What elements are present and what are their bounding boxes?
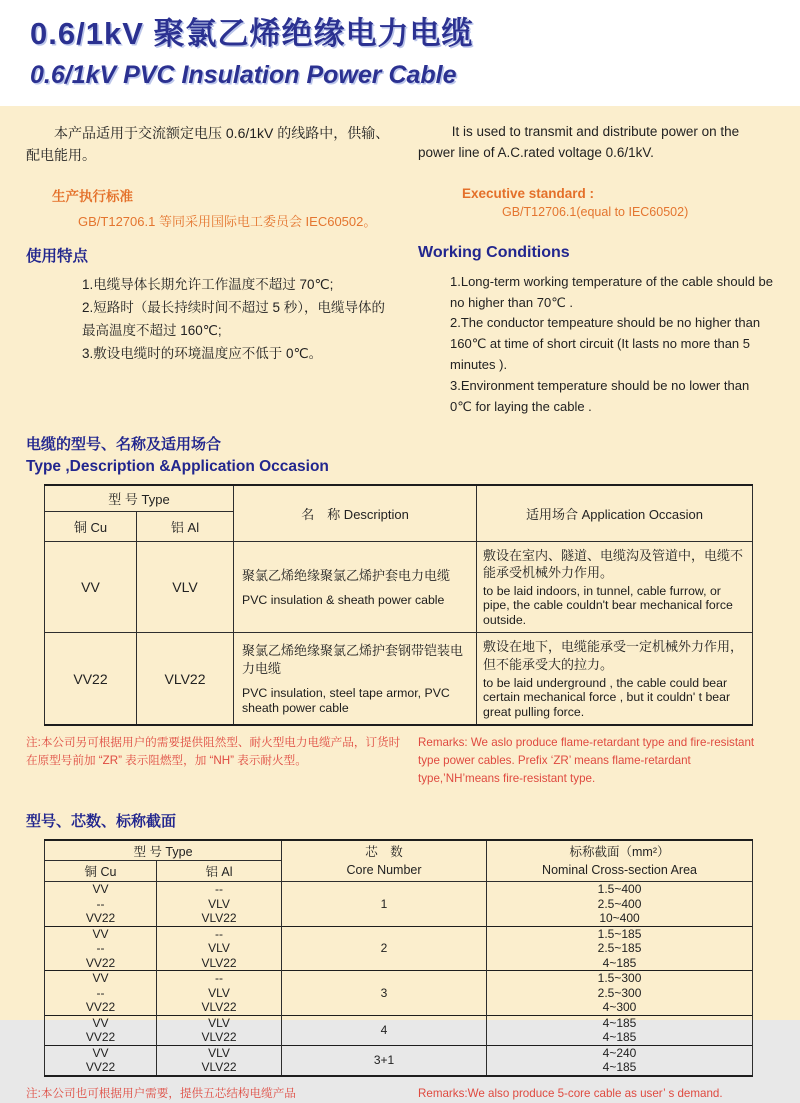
section-range: 4~300 — [487, 1000, 753, 1015]
remark-zh: 注:本公司也可根据用户需要，提供五芯结构电缆产品 — [26, 1086, 296, 1100]
page-title-zh: 0.6/1kV 聚氯乙烯绝缘电力电缆 — [30, 16, 474, 51]
spec-row — [45, 1045, 753, 1060]
remark-zh: 注:本公司另可根据用户的需要提供阻然型、耐火型电力电缆产品，订货时在原型号前加 “ZR” 表示阻燃型，加 “NH” 表示耐火型。 — [26, 736, 401, 768]
description-zh: 聚氯乙烯绝缘聚氯乙烯护套钢带铠装电力电缆 — [242, 643, 464, 676]
al-type: VLV — [157, 1015, 282, 1030]
description-cell — [234, 633, 477, 725]
type-section-heading-en: Type ,Description &Application Occasion — [26, 458, 329, 476]
section-range: 10~400 — [487, 911, 753, 926]
table-row — [45, 633, 753, 725]
description-cell — [234, 541, 477, 633]
cu-type: -- — [45, 941, 157, 956]
remark-en: Remarks: We aslo produce flame-retardant type and fire-resistant type power cables. Prefix ‘ZR’ means flame-retardant type,’NH’means fire-resistant type. — [418, 736, 755, 785]
core-count: 1 — [282, 882, 487, 927]
features-heading-zh: 使用特点 — [26, 247, 89, 265]
spec-section-heading-zh: 型号、芯数、标称截面 — [26, 812, 177, 830]
features-section — [0, 244, 800, 418]
al-type: -- — [157, 882, 282, 897]
description-en: PVC insulation & sheath power cable — [242, 593, 445, 608]
core-count: 2 — [282, 926, 487, 971]
col-header-cu: 铜 Cu — [45, 511, 137, 541]
page-header — [0, 0, 800, 106]
occasion-cell — [477, 633, 753, 725]
col-header-occasion: 适用场合 Application Occasion — [477, 485, 753, 541]
production-standard-value-zh: GB/T12706.1 等同采用国际电工委员会 IEC60502。 — [78, 213, 377, 229]
description-zh: 聚氯乙烯绝缘聚氯乙烯护套电力电缆 — [242, 567, 451, 583]
section-range: 4~185 — [487, 1060, 753, 1076]
production-standard-label-zh: 生产执行标准 — [52, 188, 133, 204]
type-cu: VV22 — [45, 633, 137, 725]
intro-paragraph-zh: 本产品适用于交流额定电压 0.6/1kV 的线路中，供输、配电能用。 — [26, 125, 390, 164]
intro-paragraph-en: It is used to transmit and distribute power on the power line of A.C.rated voltage 0.6/1kV. — [418, 124, 740, 160]
section-range: 1.5~400 — [487, 882, 753, 897]
section-range: 4~185 — [487, 1015, 753, 1030]
section-range: 1.5~185 — [487, 926, 753, 941]
type-al: VLV22 — [137, 633, 234, 725]
intro-section — [0, 122, 800, 230]
executive-standard-label-en: Executive standard : — [462, 185, 595, 201]
core-count: 3+1 — [282, 1045, 487, 1076]
page-title-en: 0.6/1kV PVC Insulation Power Cable — [30, 61, 457, 89]
core-number-zh: 芯 数 — [365, 845, 403, 860]
core-number-en: Core Number — [346, 863, 422, 878]
spec-group-3core — [45, 971, 753, 1016]
spec-row — [45, 971, 753, 986]
section-range: 4~240 — [487, 1045, 753, 1060]
executive-standard-value-en: GB/T12706.1(equal to IEC60502) — [502, 204, 689, 219]
spec-group-1core — [45, 882, 753, 927]
cu-type: -- — [45, 986, 157, 1001]
description-en: PVC insulation, steel tape armor, PVC sheath power cable — [242, 686, 450, 715]
feature-item: 1.电缆导体长期允许工作温度不超过 70℃; — [82, 276, 334, 292]
al-type: VLV — [157, 986, 282, 1001]
type-cu: VV — [45, 541, 137, 633]
working-conditions-list — [450, 272, 774, 418]
cu-type: VV22 — [45, 1060, 157, 1076]
al-type: -- — [157, 971, 282, 986]
table-row — [45, 541, 753, 633]
type-section-heading-zh: 电缆的型号、名称及适用场合 — [26, 436, 222, 454]
al-type: VLV22 — [157, 1030, 282, 1045]
cu-type: VV22 — [45, 956, 157, 971]
col-header-type: 型 号 Type — [45, 485, 234, 511]
spec-section-heading — [0, 810, 800, 831]
col-header-al: 铝 Al — [137, 511, 234, 541]
spec-row — [45, 1015, 753, 1030]
cu-type: VV — [45, 882, 157, 897]
core-count: 4 — [282, 1015, 487, 1045]
occasion-en: to be laid indoors, in tunnel, cable furrow, or pipe, the cable couldn't bear mechanical force outside. — [483, 583, 733, 627]
intro-column-en — [418, 122, 774, 230]
cu-type: -- — [45, 897, 157, 912]
condition-item: 3.Environment temperature should be no lower than 0℃ for laying the cable . — [450, 377, 750, 414]
cu-type: VV22 — [45, 911, 157, 926]
type-al: VLV — [137, 541, 234, 633]
intro-column-zh — [26, 122, 418, 230]
spec-row — [45, 882, 753, 897]
col-header-cross-section — [487, 840, 753, 882]
al-type: VLV22 — [157, 911, 282, 926]
al-type: VLV22 — [157, 1060, 282, 1076]
al-type: VLV22 — [157, 1000, 282, 1015]
core-count: 3 — [282, 971, 487, 1016]
type-section-heading — [0, 433, 800, 476]
cu-type: VV — [45, 1045, 157, 1060]
production-standard-zh — [52, 185, 398, 230]
col-header-cu: 铜 Cu — [45, 861, 157, 882]
spec-group-3plus1core — [45, 1045, 753, 1076]
type-description-table — [44, 484, 753, 726]
al-type: VLV — [157, 941, 282, 956]
occasion-zh: 敷设在地下，电缆能承受一定机械外力作用，但不能承受大的拉力。 — [483, 639, 744, 672]
condition-item: 1.Long-term working temperature of the cable should be no higher than 70℃ . — [450, 273, 774, 310]
spec-table — [44, 839, 753, 1077]
cross-section-en: Nominal Cross-section Area — [542, 863, 697, 878]
features-list-zh — [82, 274, 398, 366]
cu-type: VV — [45, 971, 157, 986]
features-column-zh — [26, 244, 418, 418]
col-header-type: 型 号 Type — [45, 840, 282, 861]
feature-item: 2.短路时（最长持续时间不超过 5 秒），电缆导体的最高温度不超过 160℃; — [82, 299, 386, 338]
section-range: 4~185 — [487, 1030, 753, 1045]
cu-type: VV22 — [45, 1000, 157, 1015]
spec-table-remarks — [0, 1085, 800, 1103]
al-type: VLV22 — [157, 956, 282, 971]
occasion-en: to be laid underground , the cable could bear certain mechanical force , but it couldn' t bear great pulling force. — [483, 675, 731, 719]
cross-section-zh: 标称截面（mm²） — [569, 845, 670, 860]
spec-group-4core — [45, 1015, 753, 1045]
spec-group-2core — [45, 926, 753, 971]
section-range: 2.5~400 — [487, 897, 753, 912]
executive-standard-en — [462, 186, 774, 219]
col-header-description: 名 称 Description — [234, 485, 477, 541]
occasion-cell — [477, 541, 753, 633]
al-type: VLV — [157, 1045, 282, 1060]
working-conditions-heading: Working Conditions — [418, 243, 570, 261]
section-range: 4~185 — [487, 956, 753, 971]
remark-en: Remarks:We also produce 5-core cable as user’ s demand. — [418, 1086, 723, 1100]
section-range: 1.5~300 — [487, 971, 753, 986]
col-header-al: 铝 Al — [157, 861, 282, 882]
cu-type: VV — [45, 1015, 157, 1030]
spec-row — [45, 926, 753, 941]
section-range: 2.5~300 — [487, 986, 753, 1001]
cu-type: VV22 — [45, 1030, 157, 1045]
feature-item: 3.敷设电缆时的环境温度应不低于 0℃。 — [82, 345, 323, 361]
condition-item: 2.The conductor tempeature should be no higher than 160℃ at time of short circuit (It lasts no more than 5 minutes ). — [450, 315, 761, 372]
cu-type: VV — [45, 926, 157, 941]
occasion-zh: 敷设在室内、隧道、电缆沟及管道中，电缆不能承受机械外力作用。 — [483, 547, 744, 581]
type-table-remarks — [0, 734, 800, 788]
working-conditions-column — [418, 244, 774, 418]
section-range: 2.5~185 — [487, 941, 753, 956]
al-type: -- — [157, 926, 282, 941]
col-header-core-number — [282, 840, 487, 882]
al-type: VLV — [157, 897, 282, 912]
